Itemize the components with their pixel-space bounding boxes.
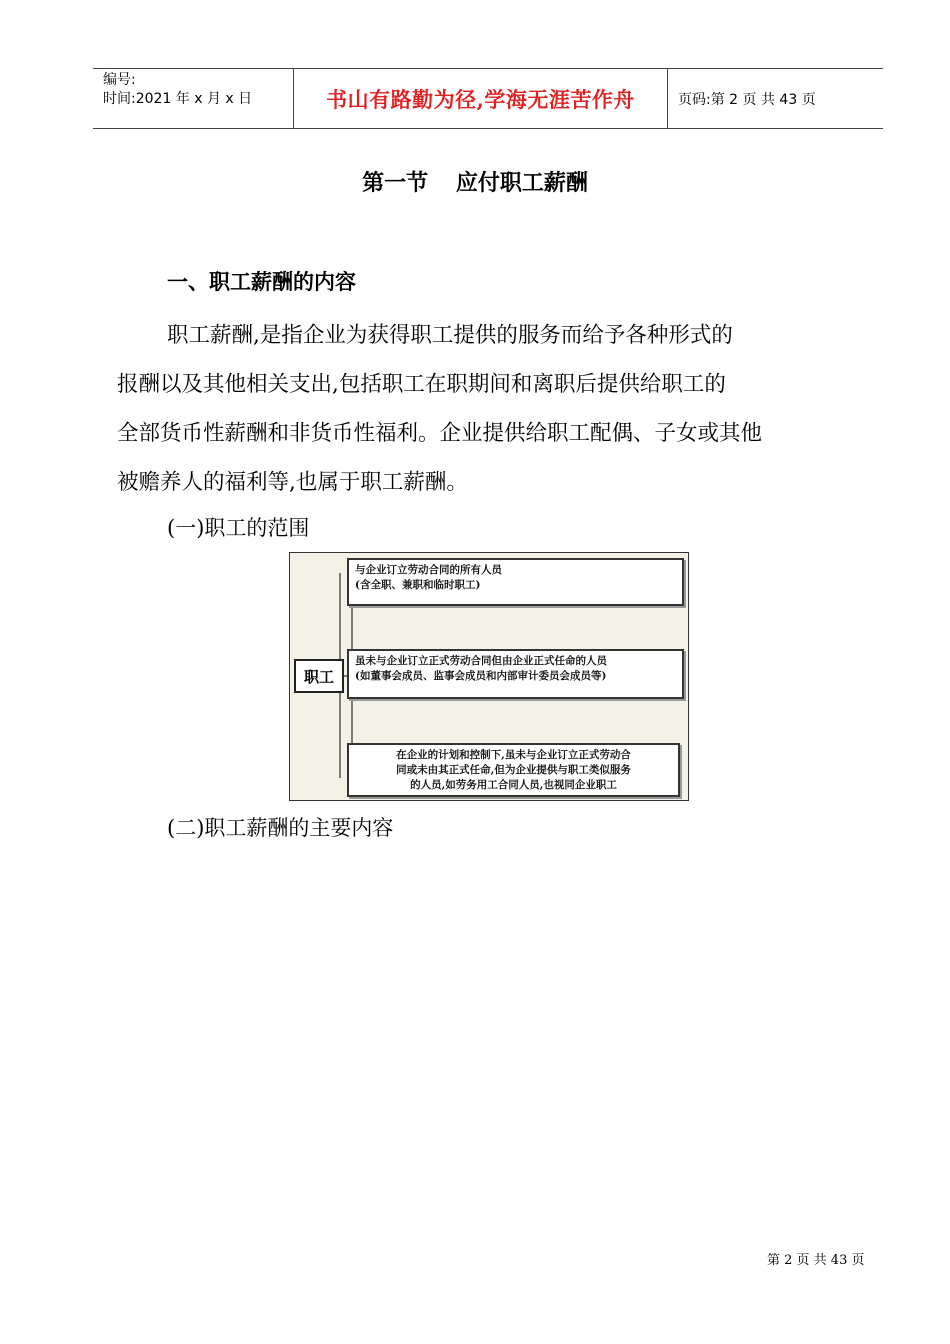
header-page-label: 页码:第 2 页 共 43 页 [678,91,816,108]
node-2-line: 虽未与企业订立正式劳动合同但由企业正式任命的人员 [355,655,607,667]
header-left-cell [93,69,294,128]
diagram-node-1 [347,558,684,606]
node-3-line: 的人员,如劳务用工合同人员,也视同企业职工 [410,779,617,791]
paragraph-line: 报酬以及其他相关支出,包括职工在职期间和离职后提供给职工的 [117,372,726,397]
time-label: 时间:2021 年 x 月 x 日 [103,91,253,107]
section-title-part1: 第一节 [362,170,429,196]
node-1-line: 与企业订立劳动合同的所有人员 [355,564,502,576]
header-table [93,68,883,129]
section-title-part2: 应付职工薪酬 [455,170,588,196]
paragraph-line: 被赡养人的福利等,也属于职工薪酬。 [117,470,468,495]
heading-1: 一、职工薪酬的内容 [167,269,356,294]
header-motto: 书山有路勤为径,学海无涯苦作舟 [294,69,668,128]
subheading-1: (一)职工的范围 [167,516,310,540]
node-3-line: 在企业的计划和控制下,虽未与企业订立正式劳动合 [396,749,631,761]
paragraph-line: 全部货币性薪酬和非货币性福利。企业提供给职工配偶、子女或其他 [117,421,763,446]
subheading-2: (二)职工薪酬的主要内容 [167,816,394,840]
diagram-root-node: 职工 [294,659,344,693]
employee-scope-diagram [289,552,689,801]
page-footer: 第 2 页 共 43 页 [767,1253,865,1268]
number-label: 编号: [103,72,136,88]
node-2-line: (如董事会成员、监事会成员和内部审计委员会成员等) [355,670,607,682]
paragraph-line: 职工薪酬,是指企业为获得职工提供的服务而给予各种形式的 [167,323,733,348]
diagram-node-3 [347,743,680,797]
section-title [0,166,950,197]
diagram-node-2 [347,649,684,699]
paragraph [117,311,877,507]
node-1-line: (含全职、兼职和临时职工) [355,579,481,591]
node-3-line: 同或未由其正式任命,但为企业提供与职工类似服务 [396,764,631,776]
